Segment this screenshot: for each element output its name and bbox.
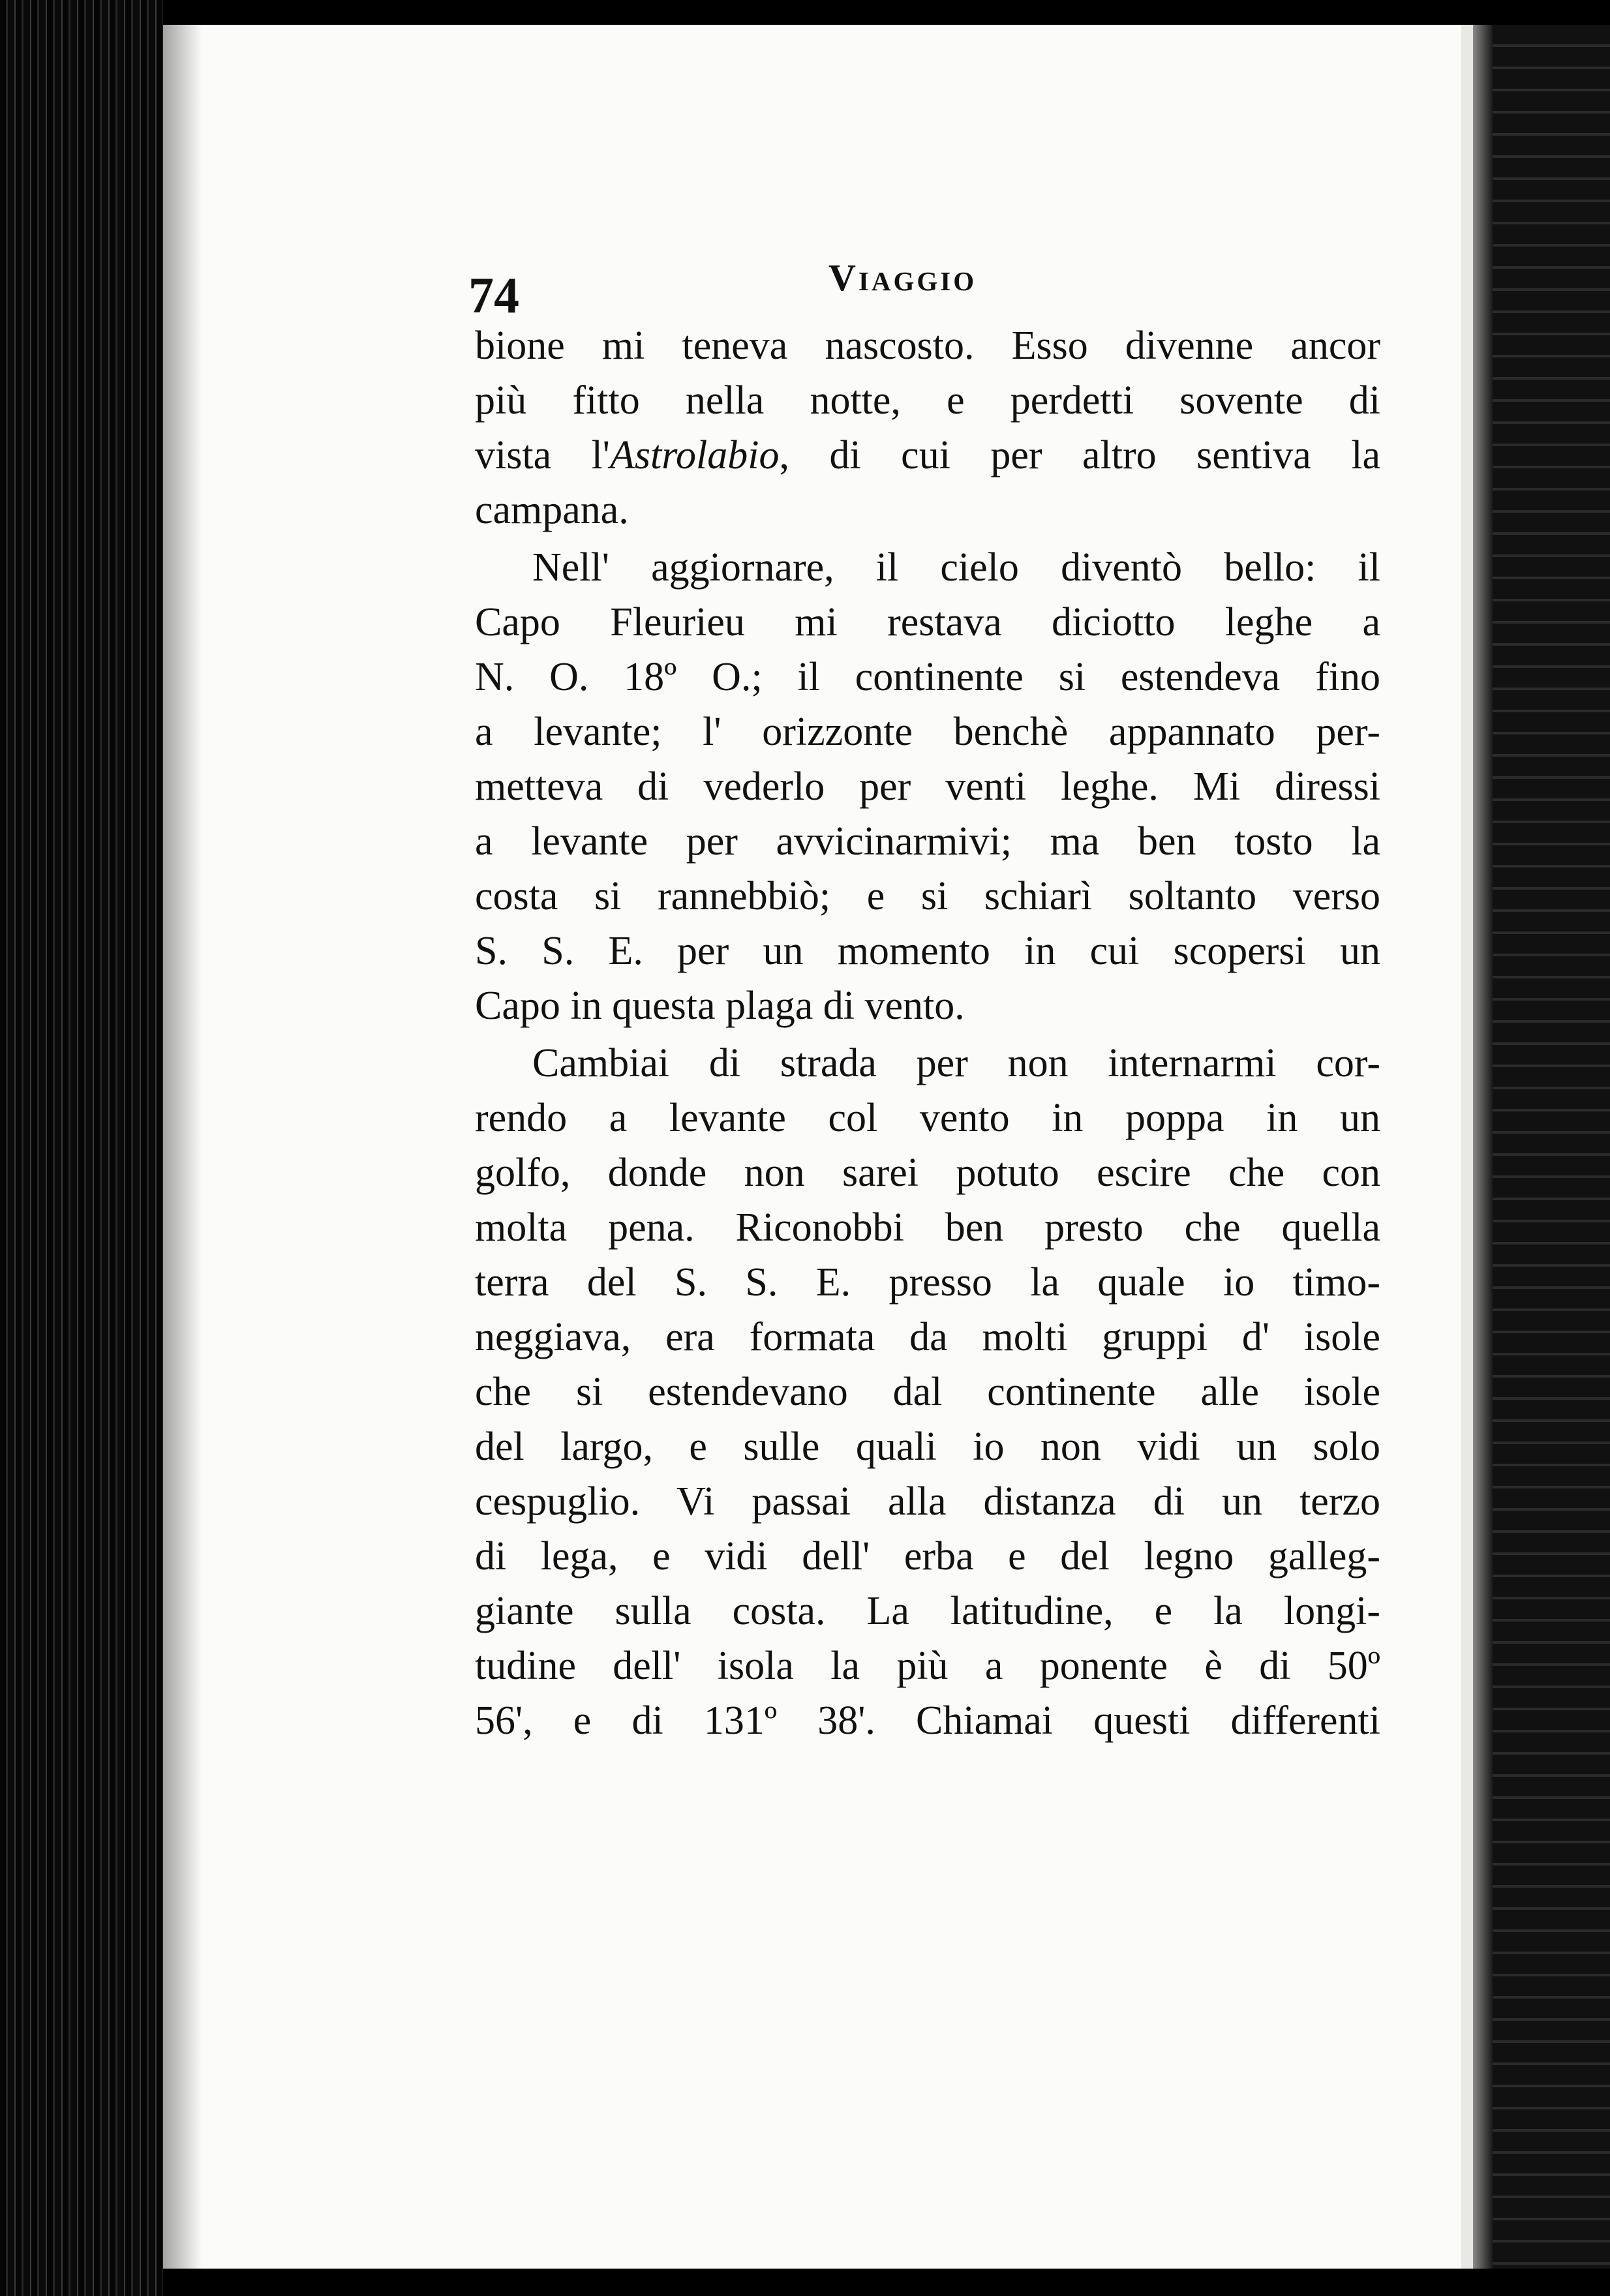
text-line-with-ship-name: [475, 428, 1380, 483]
text-line: tudine dell' isola la più a ponente è di 50º: [475, 1644, 1380, 1688]
text-line: S. S. E. per un momento in cui scopersi un: [475, 929, 1380, 973]
next-page-edge: [1461, 25, 1610, 2269]
page-number: 74: [468, 267, 519, 324]
text-line: campana.: [475, 488, 629, 532]
gutter-shadow: [163, 25, 202, 2269]
text-line: terra del S. S. E. presso la quale io timo-: [475, 1260, 1380, 1305]
running-head: Viaggio: [828, 256, 977, 299]
text-line: rendo a levante col vento in poppa in un: [475, 1096, 1380, 1140]
text-line: più fitto nella notte, e perdetti sovente di: [475, 378, 1380, 423]
text-line: Capo in questa plaga di vento.: [475, 984, 965, 1028]
text-line: molta pena. Riconobbi ben presto che quella: [475, 1205, 1380, 1250]
text-line: Capo Fleurieu mi restava diciotto leghe a: [475, 600, 1380, 644]
text-line: a levante; l' orizzonte benchè appannato per-: [475, 710, 1380, 754]
text-line: costa si rannebbiò; e si schiarì soltanto verso: [475, 874, 1380, 918]
book-spine-edge: [0, 0, 163, 2296]
ship-name: Astrolabio: [609, 433, 780, 477]
text-line: del largo, e sulle quali io non vidi un solo: [475, 1425, 1380, 1469]
text-line: neggiava, era formata da molti gruppi d' isole: [475, 1315, 1380, 1359]
text-line: bione mi teneva nascosto. Esso divenne ancor: [475, 324, 1380, 368]
text-line: a levante per avvicinarmivi; ma ben tosto la: [475, 819, 1380, 864]
text-line: cespuglio. Vi passai alla distanza di un terzo: [475, 1479, 1380, 1524]
line-prefix: vista l': [475, 433, 610, 477]
text-line: metteva di vederlo per venti leghe. Mi diressi: [475, 764, 1380, 809]
text-line: che si estendevano dal continente alle isole: [475, 1370, 1380, 1414]
text-line: 56', e di 131º 38'. Chiamai questi differenti: [475, 1699, 1380, 1743]
text-line: N. O. 18º O.; il continente si estendeva fino: [475, 655, 1380, 699]
text-line: di lega, e vidi dell' erba e del legno galleg-: [475, 1534, 1380, 1578]
text-line: giante sulla costa. La latitudine, e la longi-: [475, 1589, 1380, 1633]
paragraph-start: Nell' aggiornare, il cielo diventò bello: il: [532, 545, 1380, 590]
text-line: golfo, donde non sarei potuto escire che con: [475, 1151, 1380, 1195]
paragraph-start: Cambiai di strada per non internarmi cor-: [532, 1041, 1380, 1085]
line-suffix: , di cui per altro sentiva la: [779, 433, 1380, 477]
